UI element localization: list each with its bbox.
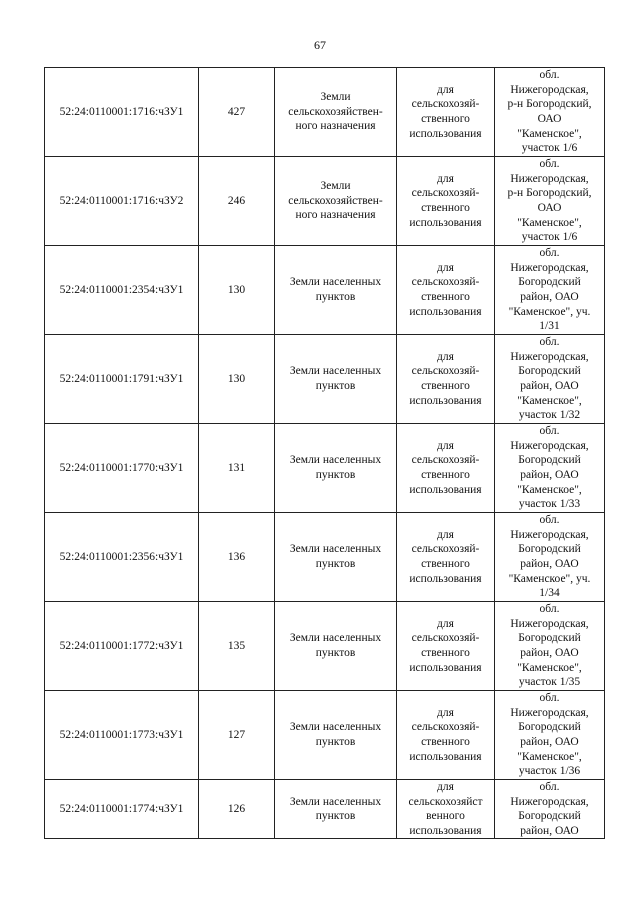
area-cell: 127 [199, 691, 275, 780]
land-category-text: Земли населенных пунктов [289, 721, 382, 748]
cadastral-number-cell: 52:24:0110001:1716:чЗУ2 [45, 157, 199, 246]
table-row [45, 602, 605, 691]
location-cell [495, 335, 605, 424]
land-category-text: Земли населенных пунктов [289, 543, 382, 570]
permitted-use-cell [397, 68, 495, 157]
permitted-use-text: для сельскохозяйст венного использования [408, 781, 483, 837]
area-cell: 130 [199, 246, 275, 335]
permitted-use-text: для сельскохозяй- ственного использования [409, 83, 482, 140]
land-plots-table [44, 67, 605, 839]
permitted-use-cell [397, 424, 495, 513]
land-category-cell [275, 246, 397, 335]
land-category-text: Земли сельскохозяйствен- ного назначения [288, 180, 383, 222]
location-text: обл. Нижегородская, Богородский район, ОАО "Каменское", участок 1/36 [510, 692, 589, 778]
land-category-cell [275, 513, 397, 602]
permitted-use-cell [397, 780, 495, 839]
cadastral-number-cell: 52:24:0110001:2356:чЗУ1 [45, 513, 199, 602]
land-category-text: Земли населенных пунктов [289, 276, 382, 303]
land-category-cell [275, 335, 397, 424]
permitted-use-text: для сельскохозяй- ственного использования [409, 350, 482, 407]
location-cell [495, 780, 605, 839]
permitted-use-text: для сельскохозяй- ственного использования [409, 706, 482, 763]
land-category-text: Земли населенных пунктов [289, 795, 382, 823]
land-category-cell [275, 424, 397, 513]
area-cell: 126 [199, 780, 275, 839]
area-cell: 135 [199, 602, 275, 691]
cadastral-number-cell: 52:24:0110001:1774:чЗУ1 [45, 780, 199, 839]
land-category-cell [275, 602, 397, 691]
location-cell [495, 157, 605, 246]
location-text: обл. Нижегородская, Богородский район, ОАО "Каменское", участок 1/35 [510, 603, 589, 689]
cadastral-number-cell: 52:24:0110001:1773:чЗУ1 [45, 691, 199, 780]
location-text: обл. Нижегородская, Богородский район, ОАО "Каменское", уч. 1/31 [508, 247, 591, 333]
land-category-text: Земли населенных пунктов [289, 632, 382, 659]
cadastral-number-cell: 52:24:0110001:1716:чЗУ1 [45, 68, 199, 157]
location-cell [495, 246, 605, 335]
land-category-text: Земли населенных пунктов [289, 365, 382, 392]
location-cell [495, 691, 605, 780]
permitted-use-text: для сельскохозяй- ственного использования [409, 528, 482, 585]
area-cell: 136 [199, 513, 275, 602]
permitted-use-cell [397, 246, 495, 335]
page-number: 67 [314, 38, 326, 52]
permitted-use-cell [397, 691, 495, 780]
land-category-cell [275, 780, 397, 839]
area-cell: 246 [199, 157, 275, 246]
permitted-use-cell [397, 157, 495, 246]
cadastral-number-cell: 52:24:0110001:1770:чЗУ1 [45, 424, 199, 513]
location-cell [495, 424, 605, 513]
permitted-use-cell [397, 335, 495, 424]
permitted-use-text: для сельскохозяй- ственного использования [409, 261, 482, 318]
location-text: обл. Нижегородская, Богородский район, ОАО "Каменское", уч. 1/34 [508, 514, 591, 600]
permitted-use-text: для сельскохозяй- ственного использования [409, 172, 482, 229]
table-row [45, 424, 605, 513]
table-row [45, 513, 605, 602]
table-row [45, 691, 605, 780]
location-text: обл. Нижегородская, р-н Богородский, ОАО "Каменское", участок 1/6 [507, 69, 592, 155]
table-row [45, 68, 605, 157]
table-row [45, 246, 605, 335]
permitted-use-text: для сельскохозяй- ственного использования [409, 439, 482, 496]
cadastral-number-cell: 52:24:0110001:2354:чЗУ1 [45, 246, 199, 335]
cadastral-number-cell: 52:24:0110001:1791:чЗУ1 [45, 335, 199, 424]
area-cell: 427 [199, 68, 275, 157]
land-category-cell [275, 68, 397, 157]
table-row [45, 335, 605, 424]
location-cell [495, 513, 605, 602]
area-cell: 130 [199, 335, 275, 424]
land-category-cell [275, 157, 397, 246]
land-category-text: Земли сельскохозяйствен- ного назначения [288, 91, 383, 133]
location-cell [495, 68, 605, 157]
location-text: обл. Нижегородская, р-н Богородский, ОАО "Каменское", участок 1/6 [507, 158, 592, 244]
table-row [45, 157, 605, 246]
location-cell [495, 602, 605, 691]
table-row [45, 780, 605, 839]
area-cell: 131 [199, 424, 275, 513]
cadastral-number-cell: 52:24:0110001:1772:чЗУ1 [45, 602, 199, 691]
permitted-use-cell [397, 513, 495, 602]
land-category-text: Земли населенных пунктов [289, 454, 382, 481]
location-text: обл. Нижегородская, Богородский район, ОАО [510, 781, 589, 837]
permitted-use-text: для сельскохозяй- ственного использования [409, 617, 482, 674]
permitted-use-cell [397, 602, 495, 691]
land-category-cell [275, 691, 397, 780]
location-text: обл. Нижегородская, Богородский район, ОАО "Каменское", участок 1/32 [510, 336, 589, 422]
location-text: обл. Нижегородская, Богородский район, ОАО "Каменское", участок 1/33 [510, 425, 589, 511]
